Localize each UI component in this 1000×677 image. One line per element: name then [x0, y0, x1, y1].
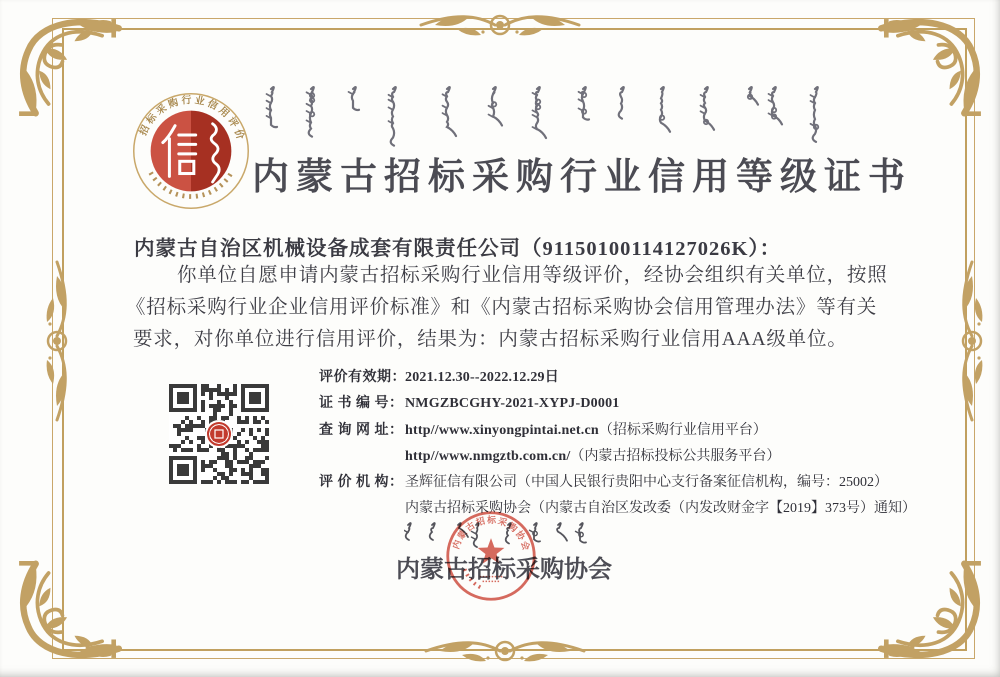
border-medallion-icon	[420, 631, 590, 671]
url-2: http//www.nmgztb.com.cn/	[405, 448, 571, 464]
url-row-2	[319, 447, 916, 473]
corner-ornament-icon	[8, 549, 128, 669]
cert-no-value: NMGZBCGHY-2021-XYPJ-D0001	[405, 396, 620, 412]
cert-no-row	[319, 394, 916, 420]
corner-ornament-icon	[872, 8, 992, 128]
validity-row	[319, 368, 916, 394]
seal-star-icon	[478, 538, 505, 564]
badge-ring-text: 招标采购行业信用评价	[137, 94, 247, 144]
seal-arc-text: 内蒙古招标采购协会	[450, 514, 532, 553]
seal-mongolian-arc	[465, 569, 482, 588]
url-row-1	[319, 421, 916, 447]
mongolian-script-line	[263, 84, 848, 148]
corner-ornament-icon	[872, 549, 992, 669]
agency-row-1	[319, 473, 916, 499]
association-seal	[444, 509, 538, 603]
validity-value: 2021.12.30--2022.12.29日	[405, 370, 559, 385]
body-line-1: 你单位自愿申请内蒙古招标采购行业信用等级评价，经协会组织有关单位，按照	[177, 265, 888, 286]
agency-1: 圣辉征信有限公司（中国人民银行贵阳中心支行备案征信机构，编号：25002）	[405, 475, 888, 491]
corner-ornament-icon	[8, 8, 128, 128]
agency-2: 内蒙古招标采购协会（内蒙古自治区发改委（内发改财金字【2019】373号）通知）	[405, 501, 916, 517]
url-1-note: （招标采购行业信用平台）	[598, 422, 767, 438]
body-line-3: 要求，对你单位进行信用评价，结果为：内蒙古招标采购行业信用AAA级单位。	[133, 329, 848, 350]
issuer-name: 内蒙古招标采购协会	[396, 557, 612, 583]
border-medallion-icon	[415, 5, 585, 45]
body-line-2: 《招标采购行业企业信用评价标准》和《内蒙古招标采购协会信用管理办法》等有关	[126, 297, 878, 318]
url-label: 查 询 网 址：	[319, 422, 404, 438]
cert-no-label: 证 书 编 号：	[319, 396, 404, 412]
certificate-title: 内蒙古招标采购行业信用等级证书	[252, 157, 912, 198]
qr-code	[169, 384, 269, 484]
url-1: http//www.xinyongpintai.net.cn	[405, 422, 599, 438]
border-medallion-icon	[37, 256, 77, 426]
url-2-note: （内蒙古招标投标公共服务平台）	[570, 448, 781, 464]
validity-label: 评价有效期：	[319, 370, 406, 385]
company-line: 内蒙古自治区机械设备成套有限责任公司（91150100114127026K）：	[134, 238, 782, 260]
details-block	[319, 368, 916, 526]
border-medallion-icon	[952, 256, 992, 426]
seal-serial-marks	[480, 577, 503, 582]
credit-badge-logo	[130, 90, 252, 212]
agency-label: 评 价 机 构：	[319, 475, 404, 491]
